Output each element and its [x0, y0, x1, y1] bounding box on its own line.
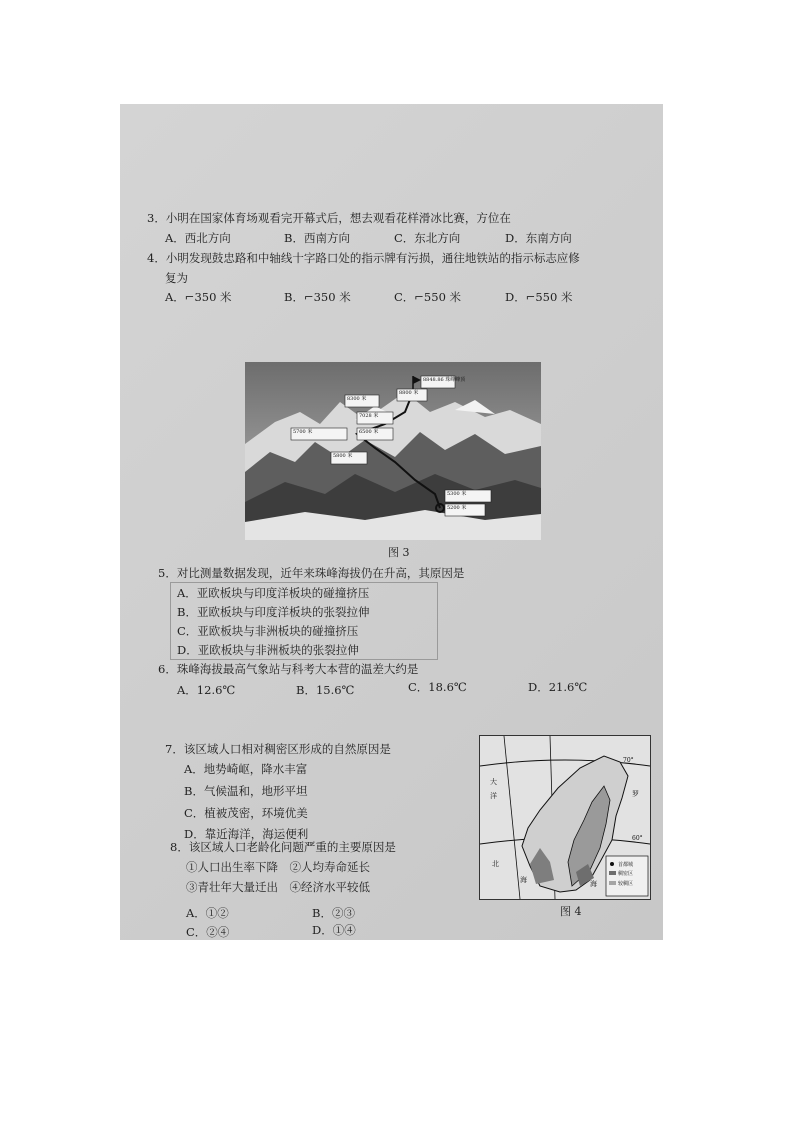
- fig3-label-5300: 5300 米: [447, 491, 467, 497]
- q8-stem: 8．该区域人口老龄化问题严重的主要原因是: [170, 840, 396, 854]
- q6-stem: 6．珠峰海拔最高气象站与科考大本营的温差大约是: [158, 662, 419, 676]
- q7-option-a: A．地势崎岖，降水丰富: [184, 762, 308, 776]
- q4-stem-line2: 复为: [165, 271, 188, 285]
- q8-option-c: C．②④: [186, 925, 230, 939]
- fig4-coord-70: 70°: [623, 757, 634, 764]
- q5-option-d: D．亚欧板块与非洲板块的张裂拉伸: [177, 643, 359, 657]
- fig4-label-hai2: 海: [590, 880, 597, 888]
- q5-option-c: C．亚欧板块与非洲板块的碰撞挤压: [177, 624, 359, 638]
- fig4-label-da: 大: [490, 778, 497, 786]
- q3-option-b: B．西南方向: [284, 231, 350, 245]
- fig4-label-hai: 海: [520, 876, 527, 884]
- q7-option-d: D．靠近海洋，海运便利: [184, 827, 309, 841]
- q4-option-a: A．⌐350 米: [165, 290, 232, 304]
- q6-option-b: B．15.6℃: [296, 683, 355, 697]
- q4-option-b: B．⌐350 米: [284, 290, 351, 304]
- fig4-legend-dense: 稠密区: [618, 871, 634, 877]
- figure3-mountain-route-image: [245, 362, 541, 540]
- q8-option-b: B．②③: [312, 906, 355, 920]
- fig4-coord-60: 60°: [632, 835, 643, 842]
- fig4-label-yang: 洋: [490, 792, 497, 800]
- fig3-label-summit: 8848.86 珠峰峰顶: [423, 377, 466, 383]
- figure4-population-map: [479, 735, 651, 900]
- figure4-caption: 图 4: [560, 905, 582, 918]
- q4-option-d: D．⌐550 米: [505, 290, 573, 304]
- q8-statements-line2: ③青壮年大量迁出 ④经济水平较低: [186, 880, 370, 894]
- q3-option-c: C．东北方向: [394, 231, 461, 245]
- q3-option-a: A．西北方向: [165, 231, 231, 245]
- q6-option-d: D．21.6℃: [528, 680, 588, 694]
- fig4-legend-capital: 首都城: [618, 862, 634, 868]
- q5-stem: 5．对比测量数据发现，近年来珠峰海拔仍在升高，其原因是: [158, 566, 465, 580]
- q8-option-a: A．①②: [186, 906, 229, 920]
- q8-option-d: D．①④: [312, 923, 356, 937]
- fig3-label-6500: 6500 米: [359, 429, 379, 435]
- q7-option-b: B．气候温和，地形平坦: [184, 784, 308, 798]
- fig3-label-5200: 5200 米: [447, 505, 467, 511]
- q6-option-a: A．12.6℃: [177, 683, 236, 697]
- q5-option-b: B．亚欧板块与印度洋板块的张裂拉伸: [177, 605, 370, 619]
- fig3-label-5800: 5800 米: [333, 453, 353, 459]
- q7-stem: 7．该区域人口相对稠密区形成的自然原因是: [165, 742, 391, 756]
- q6-option-c: C．18.6℃: [408, 680, 467, 694]
- q5-option-a: A．亚欧板块与印度洋板块的碰撞挤压: [177, 586, 370, 600]
- fig4-label-luo: 罗: [632, 790, 639, 798]
- fig4-legend-medium: 较稠区: [618, 881, 634, 887]
- q8-statements-line1: ①人口出生率下降 ②人均寿命延长: [186, 860, 370, 874]
- fig3-label-5700: 5700 米: [293, 429, 313, 435]
- fig3-label-7028: 7028 米: [359, 413, 379, 419]
- q4-option-c: C．⌐550 米: [394, 290, 462, 304]
- fig4-label-bei: 北: [492, 860, 499, 868]
- q7-option-c: C．植被茂密，环境优美: [184, 806, 308, 820]
- fig3-label-8300: 8300 米: [347, 396, 367, 402]
- figure3-caption: 图 3: [388, 546, 410, 559]
- photo-of-exam-page: [120, 104, 663, 940]
- q3-option-d: D．东南方向: [505, 231, 572, 245]
- q3-stem: 3．小明在国家体育场观看完开幕式后，想去观看花样滑冰比赛，方位在: [147, 211, 511, 225]
- fig3-label-8800: 8800 米: [399, 390, 419, 396]
- q4-stem-line1: 4．小明发现鼓忠路和中轴线十字路口处的指示牌有污损，通往地铁站的指示标志应修: [147, 251, 580, 265]
